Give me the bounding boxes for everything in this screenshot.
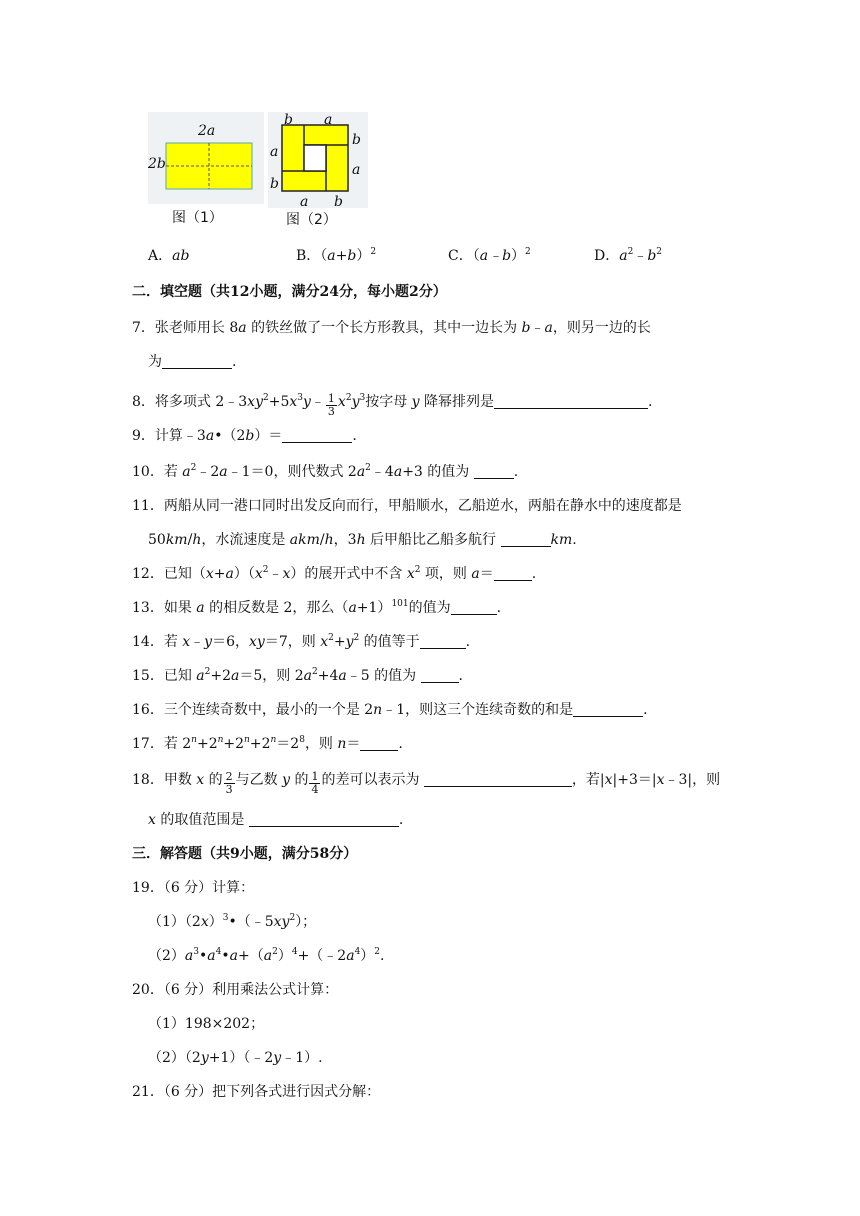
figure-2-bottom-label-1: a bbox=[300, 194, 309, 210]
question-20-part-2: （2）（2y+1）（﹣2y﹣1）. bbox=[148, 1050, 323, 1066]
option-c: C．（a﹣b）$^2$ bbox=[448, 247, 531, 264]
answer-blank[interactable] bbox=[360, 736, 398, 751]
figure-2-top-label-2: a bbox=[324, 112, 333, 128]
answer-blank[interactable] bbox=[421, 668, 459, 683]
section-heading-solve: 三．解答题（共9小题，满分58分） bbox=[132, 846, 358, 862]
question-13: 13．如果 a 的相反数是 2，那么$(a+1)^{101}$的值为 . bbox=[132, 599, 502, 616]
question-7-line2: 为 . bbox=[148, 354, 237, 370]
question-19: 19．（6 分）计算： bbox=[132, 880, 255, 896]
answer-blank[interactable] bbox=[420, 634, 466, 649]
answer-blank[interactable] bbox=[474, 464, 514, 479]
question-20: 20．（6 分）利用乘法公式计算： bbox=[132, 982, 339, 998]
figure-1-top-label: 2a bbox=[198, 123, 216, 139]
question-19-part-1: $(1)(2x)^3•(﹣5xy^2)$； bbox=[148, 913, 317, 930]
answer-blank[interactable] bbox=[451, 600, 497, 615]
question-14: 14．若 x﹣y＝6，xy＝7，则 $x^2+y^2$ 的值等于 . bbox=[132, 633, 471, 650]
question-7: 7．张老师用长 8a 的铁丝做了一个长方形教具，其中一边长为 b﹣a，则另一边的长 bbox=[132, 320, 651, 336]
figure-1-side-label: 2b bbox=[148, 156, 166, 172]
question-17: 17．若 $2^n+2^n+2^n+2^n=2^8$，则 n＝ . bbox=[132, 735, 403, 752]
figure-1-caption: 图（1） bbox=[172, 210, 223, 226]
answer-blank[interactable] bbox=[501, 532, 551, 547]
answer-blank[interactable] bbox=[249, 812, 399, 827]
fraction-one-third: $\frac{1}{3}$ bbox=[327, 392, 335, 418]
figure-2-top-label-1: b bbox=[284, 112, 293, 128]
figure-2-left-label-1: a bbox=[270, 144, 279, 160]
option-b: B．$(a+b)^2$ bbox=[296, 247, 377, 264]
question-18-line2: x 的取值范围是 . bbox=[148, 812, 404, 828]
question-19-part-2: $(2)a^3•a^4•a+(a^2)^4+(﹣2a^4)^2$. bbox=[148, 947, 385, 964]
fraction-two-thirds: $\frac{2}{3}$ bbox=[225, 770, 233, 796]
figure-2 bbox=[268, 112, 368, 232]
figure-2-right-label-2: a bbox=[352, 162, 361, 178]
question-20-part-1: （1）198×202； bbox=[148, 1016, 265, 1032]
answer-blank[interactable] bbox=[494, 394, 648, 409]
option-d: D．$a^2﹣b^2$ bbox=[594, 247, 663, 264]
question-11-line2: 50km/h，水流速度是 akm/h，3h 后甲船比乙船多航行 km. bbox=[148, 532, 577, 548]
answer-blank[interactable] bbox=[162, 354, 232, 369]
option-a: A．ab bbox=[148, 248, 190, 264]
question-16: 16．三个连续奇数中，最小的一个是 2n﹣1，则这三个连续奇数的和是 . bbox=[132, 702, 648, 718]
figure-2-caption: 图（2） bbox=[286, 212, 337, 228]
question-11: 11．两船从同一港口同时出发反向而行，甲船顺水，乙船逆水，两船在静水中的速度都是 bbox=[132, 498, 682, 514]
answer-blank[interactable] bbox=[282, 428, 352, 443]
question-8: 8．将多项式 $2﹣3xy^2+5x^3y﹣$ $\frac{1}{3}$ $x^2y^3$按字母 y 降幂排列是 . bbox=[132, 392, 653, 418]
answer-blank[interactable] bbox=[494, 566, 532, 581]
question-18: 18．甲数 x 的 $\frac{2}{3}$ 与乙数 y 的 $\frac{1}{4}$ 的差可以表示为 ，若|x|+3＝|x﹣3|，则 bbox=[132, 770, 721, 796]
figure-2-bottom-label-2: b bbox=[334, 194, 343, 210]
question-10: 10．若 $a^2﹣2a﹣1=0$，则代数式 $2a^2﹣4a+3$ 的值为 . bbox=[132, 463, 519, 480]
question-9: 9．计算﹣3a•（2b）＝ . bbox=[132, 428, 357, 444]
figure-1 bbox=[148, 112, 264, 232]
fraction-one-quarter: $\frac{1}{4}$ bbox=[311, 770, 319, 796]
question-15: 15．已知 $a^2+2a=5$，则 $2a^2+4a﹣5$ 的值为 . bbox=[132, 667, 463, 684]
figure-2-right-label-1: b bbox=[352, 132, 361, 148]
section-heading-fill-in: 二．填空题（共12小题，满分24分，每小题2分） bbox=[132, 284, 447, 300]
question-12: 12．已知$(x+a)(x^2﹣x)$的展开式中不含 $x^2$ 项，则 a＝ . bbox=[132, 565, 537, 582]
answer-blank[interactable] bbox=[424, 772, 572, 787]
figure-2-left-label-2: b bbox=[270, 176, 279, 192]
question-21: 21．（6 分）把下列各式进行因式分解： bbox=[132, 1084, 381, 1100]
answer-blank[interactable] bbox=[573, 702, 643, 717]
